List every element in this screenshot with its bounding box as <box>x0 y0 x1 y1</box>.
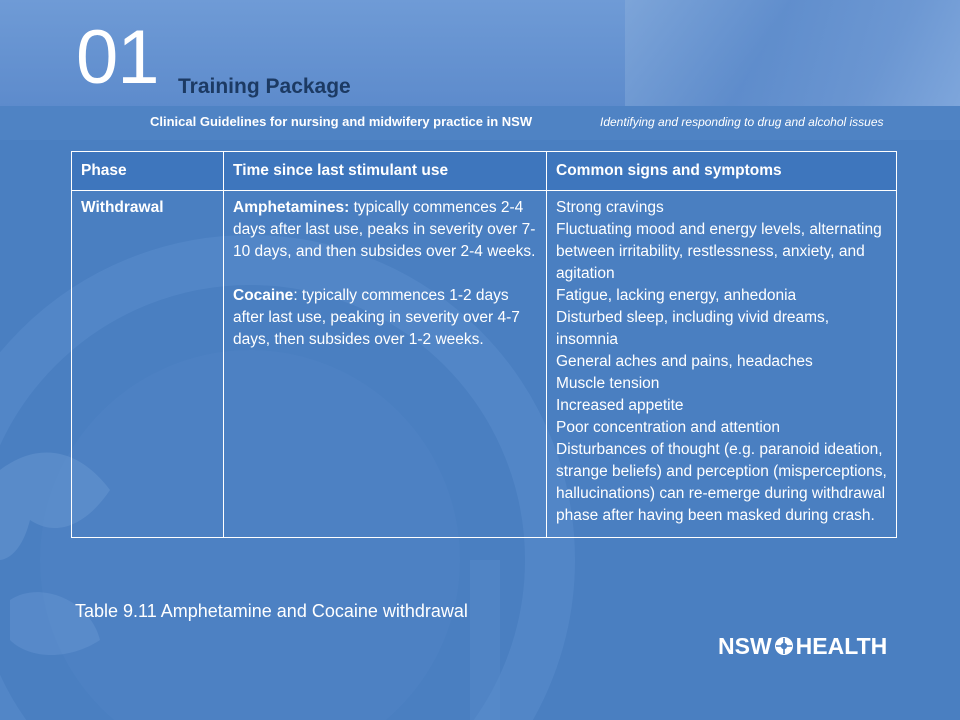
cocaine-label: Cocaine <box>233 287 294 304</box>
phase-cell: Withdrawal <box>72 191 224 538</box>
symptom-item: Fatigue, lacking energy, anhedonia <box>556 287 797 304</box>
time-cell <box>224 191 547 538</box>
symptoms-cell <box>547 191 897 538</box>
symptom-item: Increased appetite <box>556 397 684 414</box>
table-caption: Table 9.11 Amphetamine and Cocaine withdrawal <box>75 601 468 621</box>
table-row <box>72 191 897 538</box>
logo-health-text: HEALTH <box>795 632 888 659</box>
nsw-health-logo <box>718 634 887 658</box>
table-header-row <box>72 152 897 191</box>
logo-nsw-text: NSW <box>718 632 772 659</box>
cocaine-text: : typically commences 1-2 days after last use, peaking in severity over 4-7 days, then subsides over 1-2 weeks. <box>233 287 520 348</box>
amphetamines-text: typically commences 2-4 days after last use, peaks in severity over 7-10 days, and then subsides over 2-4 weeks. <box>233 199 536 260</box>
cocaine-paragraph <box>233 285 537 351</box>
module-number: 01 <box>76 15 159 100</box>
header-time: Time since last stimulant use <box>224 152 547 191</box>
symptom-item: Muscle tension <box>556 375 660 392</box>
symptom-item: Disturbances of thought (e.g. paranoid ideation, strange beliefs) and perception (misperceptions, hallucinations) can re-emerge during withdrawal phase after having been masked during crash. <box>556 441 887 524</box>
withdrawal-table <box>71 151 897 538</box>
symptom-item: Poor concentration and attention <box>556 419 781 436</box>
symptom-item: Strong cravings <box>556 199 664 216</box>
package-title: Training Package <box>178 75 351 98</box>
waratah-icon <box>774 636 794 656</box>
header-phase: Phase <box>72 152 224 191</box>
amphetamines-paragraph <box>233 197 537 263</box>
symptom-item: Fluctuating mood and energy levels, alternating between irritability, restlessness, anxiety, and agitation <box>556 221 882 282</box>
amphetamines-label: Amphetamines: <box>233 199 350 216</box>
symptom-item: Disturbed sleep, including vivid dreams, insomnia <box>556 309 830 348</box>
symptom-item: General aches and pains, headaches <box>556 353 813 370</box>
guidelines-subtitle: Clinical Guidelines for nursing and midwifery practice in NSW <box>150 114 533 129</box>
topic-subtitle: Identifying and responding to drug and alcohol issues <box>600 115 884 129</box>
header-signs: Common signs and symptoms <box>547 152 897 191</box>
